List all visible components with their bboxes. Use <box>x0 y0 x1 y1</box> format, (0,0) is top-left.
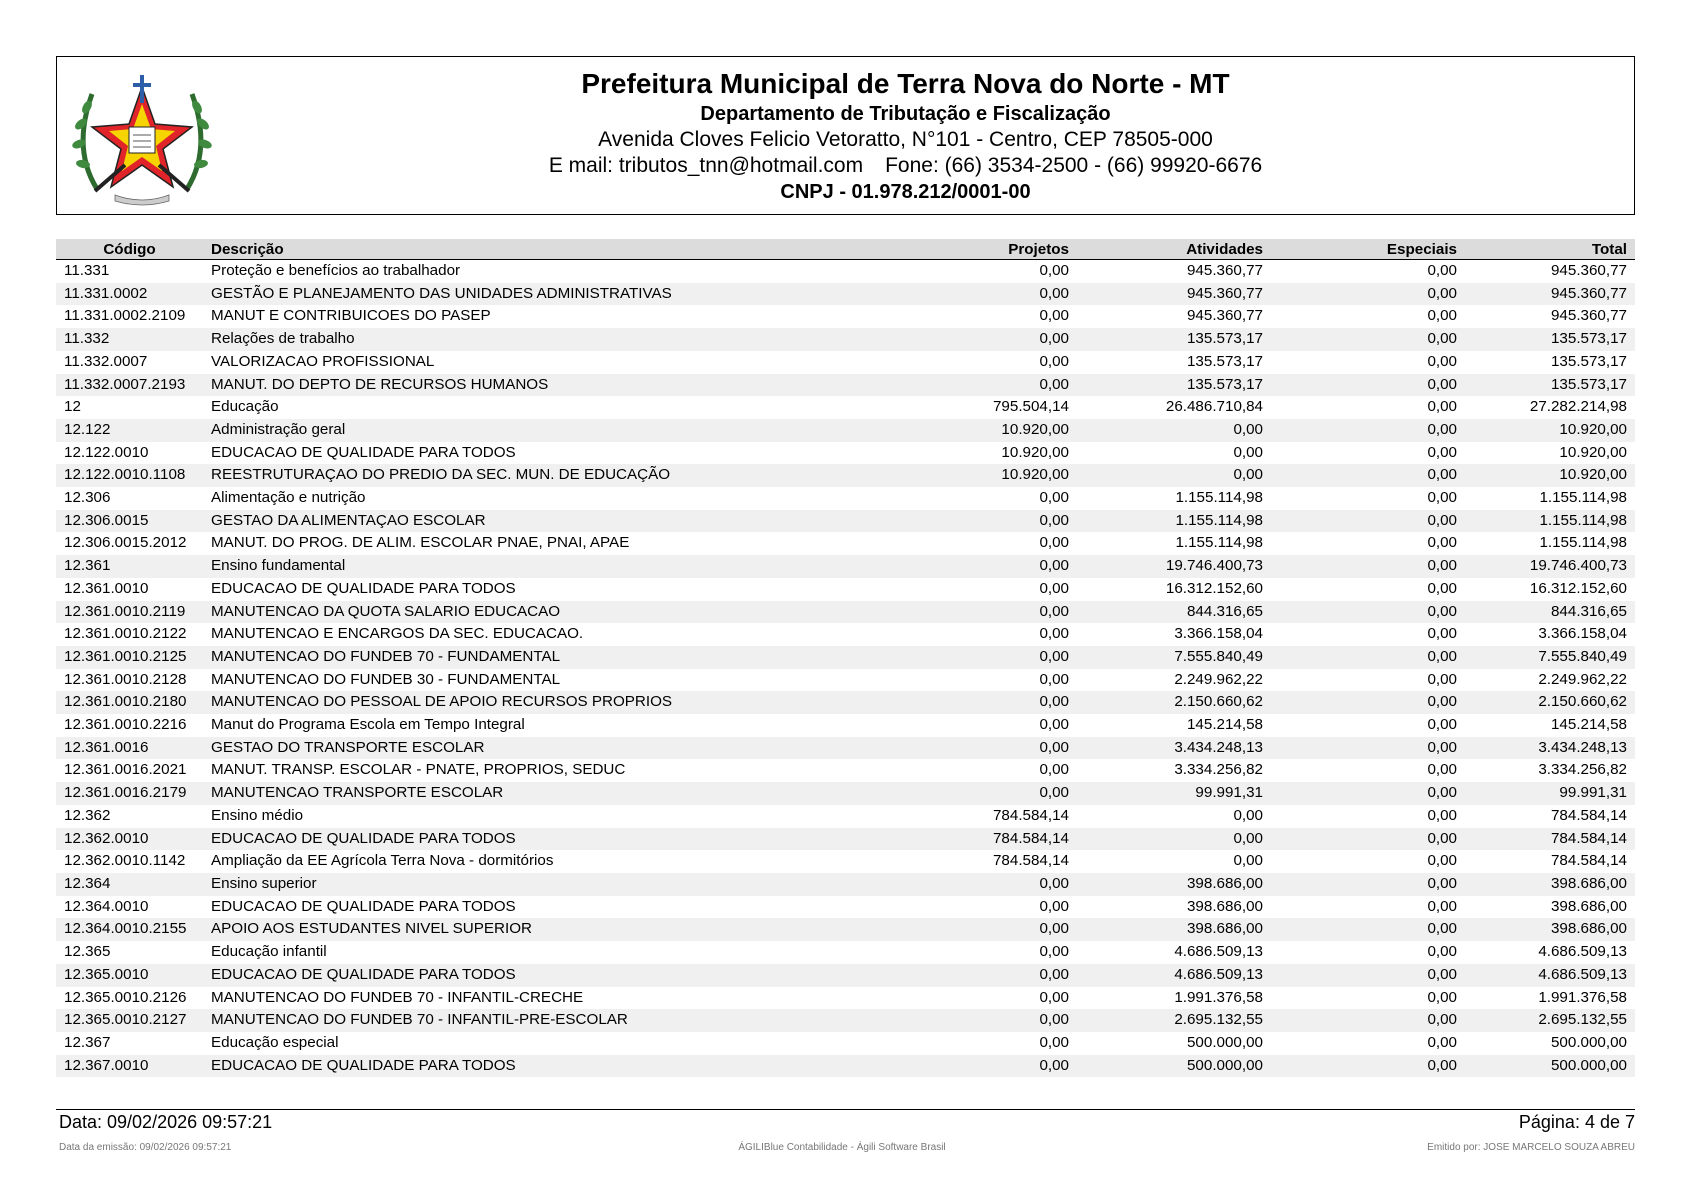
cell-atividades: 135.573,17 <box>1077 328 1271 351</box>
cell-total: 1.991.376,58 <box>1538 988 1627 1006</box>
cell-descricao: MANUT. DO DEPTO DE RECURSOS HUMANOS <box>203 374 883 397</box>
cell-descricao: MANUTENCAO DO PESSOAL DE APOIO RECURSOS PROPRIOS <box>203 691 883 714</box>
cell-atividades: 500.000,00 <box>1077 1055 1271 1078</box>
cell-descricao: APOIO AOS ESTUDANTES NIVEL SUPERIOR <box>203 918 883 941</box>
cell-especiais: 0,00 <box>1427 761 1457 779</box>
cell-descricao: EDUCACAO DE QUALIDADE PARA TODOS <box>203 828 883 851</box>
table-row <box>56 487 1635 510</box>
cell-total: 4.686.509,13 <box>1538 943 1627 961</box>
cell-total: 398.686,00 <box>1465 873 1635 896</box>
page-title: Prefeitura Municipal de Terra Nova do Norte - MT <box>581 68 1230 99</box>
cell-codigo: 12.367 <box>64 1033 111 1051</box>
cell-atividades: 398.686,00 <box>1077 873 1271 896</box>
table-row <box>56 260 1635 283</box>
cell-especiais: 0,00 <box>1427 443 1457 461</box>
cell-codigo: 12.362.0010.1142 <box>64 852 186 870</box>
cell-descricao: MANUT. TRANSP. ESCOLAR - PNATE, PROPRIOS, SEDUC <box>211 761 626 779</box>
column-header-atividades: Atividades <box>1077 239 1271 260</box>
phone-text: Fone: (66) 3534-2500 - (66) 99920-6676 <box>885 154 1263 177</box>
cell-atividades: 0,00 <box>1077 828 1271 851</box>
cell-atividades: 1.155.114,98 <box>1175 489 1263 507</box>
email-text: E mail: tributos_tnn@hotmail.com <box>548 154 864 177</box>
cell-atividades: 4.686.509,13 <box>1174 943 1263 961</box>
cell-atividades: 945.360,77 <box>1077 283 1271 306</box>
cell-codigo: 12.361.0016.2021 <box>64 761 187 779</box>
cell-descricao: Relações de trabalho <box>203 328 883 351</box>
table-body <box>56 260 1635 1078</box>
cell-total: 3.334.256,82 <box>1538 761 1627 779</box>
cell-projetos: 0,00 <box>883 555 1077 578</box>
cell-especiais: 0,00 <box>1427 852 1457 870</box>
cell-atividades: 398.686,00 <box>1077 918 1271 941</box>
cell-atividades: 135.573,17 <box>1077 374 1271 397</box>
cell-especiais: 0,00 <box>1271 1009 1465 1032</box>
cell-codigo: 12.306.0015.2012 <box>64 534 187 552</box>
cell-projetos: 0,00 <box>883 283 1077 306</box>
cell-especiais: 0,00 <box>1427 897 1457 915</box>
cell-atividades: 1.991.376,58 <box>1174 988 1263 1006</box>
cell-descricao: MANUTENCAO DO FUNDEB 70 - INFANTIL-PRE-ESCOLAR <box>203 1009 883 1032</box>
cell-total: 7.555.840,49 <box>1465 646 1635 669</box>
cell-descricao: GESTAO DA ALIMENTAÇAO ESCOLAR <box>203 510 883 533</box>
cell-especiais: 0,00 <box>1427 352 1457 370</box>
cell-descricao: Proteção e benefícios ao trabalhador <box>211 262 461 279</box>
cell-total: 16.312.152,60 <box>1529 579 1627 597</box>
cell-codigo: 12.122.0010.1108 <box>56 464 203 487</box>
cell-total: 1.155.114,98 <box>1539 534 1627 552</box>
cell-descricao: EDUCACAO DE QUALIDADE PARA TODOS <box>211 897 516 915</box>
column-header-projetos: Projetos <box>883 239 1077 260</box>
cell-codigo: 12.365 <box>64 943 111 961</box>
cell-descricao: MANUTENCAO DO FUNDEB 70 - INFANTIL-CRECHE <box>211 988 584 1006</box>
cell-descricao: MANUT. DO PROG. DE ALIM. ESCOLAR PNAE, PNAI, APAE <box>211 534 630 552</box>
table-row <box>56 918 1635 941</box>
column-header-total: Total <box>1465 239 1635 260</box>
cell-total: 500.000,00 <box>1550 1033 1627 1051</box>
budget-table <box>56 239 1635 1077</box>
cell-descricao: EDUCACAO DE QUALIDADE PARA TODOS <box>211 579 516 597</box>
cell-codigo: 11.332.0007 <box>64 352 148 370</box>
cell-total: 99.991,31 <box>1465 782 1635 805</box>
cell-atividades: 16.312.152,60 <box>1165 579 1263 597</box>
cell-atividades: 3.434.248,13 <box>1077 737 1271 760</box>
cell-especiais: 0,00 <box>1271 691 1465 714</box>
page-number: Página: 4 de 7 <box>1518 1112 1635 1132</box>
column-header-descricao: Descrição <box>203 239 883 260</box>
cell-total: 784.584,14 <box>1550 806 1627 824</box>
cell-especiais: 0,00 <box>1427 625 1457 643</box>
cell-total: 398.686,00 <box>1550 897 1627 915</box>
cell-total: 784.584,14 <box>1550 852 1627 870</box>
software-credit: ÁGILIBlue Contabilidade - Ágili Software Brasil <box>738 1142 946 1153</box>
cell-especiais: 0,00 <box>1427 716 1457 734</box>
cell-especiais: 0,00 <box>1271 828 1465 851</box>
table-row <box>56 782 1635 805</box>
cell-atividades: 0,00 <box>1077 419 1271 442</box>
cell-descricao: MANUT E CONTRIBUICOES DO PASEP <box>211 307 491 325</box>
cell-atividades: 945.360,77 <box>1186 262 1263 279</box>
emitted-by: Emitido por: JOSE MARCELO SOUZA ABREU <box>1427 1142 1635 1153</box>
cell-atividades: 1.155.114,98 <box>1175 534 1263 552</box>
cell-atividades: 7.555.840,49 <box>1077 646 1271 669</box>
cell-codigo: 12.364 <box>56 873 203 896</box>
cell-projetos: 0,00 <box>1039 988 1069 1006</box>
cell-total: 3.434.248,13 <box>1465 737 1635 760</box>
cell-atividades: 99.991,31 <box>1077 782 1271 805</box>
cell-atividades: 398.686,00 <box>1186 897 1263 915</box>
cell-projetos: 0,00 <box>1039 943 1069 961</box>
cell-codigo: 11.331.0002.2109 <box>64 307 186 325</box>
cell-especiais: 0,00 <box>1271 374 1465 397</box>
cell-atividades: 3.334.256,82 <box>1174 761 1263 779</box>
cell-projetos: 0,00 <box>1039 1033 1069 1051</box>
contact-line <box>177 153 1634 179</box>
cell-descricao: MANUTENCAO E ENCARGOS DA SEC. EDUCACAO. <box>211 625 584 643</box>
cell-atividades: 2.695.132,55 <box>1077 1009 1271 1032</box>
table-row <box>56 987 1635 1010</box>
cell-descricao: Ensino médio <box>211 806 304 824</box>
cell-total: 844.316,65 <box>1465 601 1635 624</box>
table-row <box>56 964 1635 987</box>
cell-total: 145.214,58 <box>1550 716 1627 734</box>
cell-codigo: 12.361.0010.2119 <box>56 601 203 624</box>
table-row <box>56 578 1635 601</box>
cell-atividades: 19.746.400,73 <box>1077 555 1271 578</box>
cell-total: 135.573,17 <box>1465 374 1635 397</box>
cell-atividades: 0,00 <box>1233 443 1263 461</box>
cell-projetos: 0,00 <box>883 1009 1077 1032</box>
cell-total: 3.366.158,04 <box>1538 625 1627 643</box>
cell-total: 945.360,77 <box>1465 283 1635 306</box>
cell-total: 2.249.962,22 <box>1538 670 1627 688</box>
table-row <box>56 283 1635 306</box>
cell-codigo: 12.361.0010.2128 <box>64 670 187 688</box>
cell-total: 27.282.214,98 <box>1529 398 1627 416</box>
table-row <box>56 305 1635 328</box>
cell-descricao: EDUCACAO DE QUALIDADE PARA TODOS <box>203 1055 883 1078</box>
cell-codigo: 12.361.0010.2125 <box>56 646 203 669</box>
cell-codigo: 11.332.0007.2193 <box>56 374 203 397</box>
table-row <box>56 714 1635 737</box>
cell-total: 19.746.400,73 <box>1465 555 1635 578</box>
cell-descricao: MANUTENCAO DO FUNDEB 30 - FUNDAMENTAL <box>211 670 561 688</box>
cell-especiais: 0,00 <box>1427 579 1457 597</box>
cell-especiais: 0,00 <box>1427 670 1457 688</box>
cell-codigo: 12.306.0015 <box>56 510 203 533</box>
cell-descricao: REESTRUTURAÇAO DO PREDIO DA SEC. MUN. DE EDUCAÇÃO <box>203 464 883 487</box>
table-row <box>56 396 1635 419</box>
table-row <box>56 532 1635 555</box>
cell-codigo: 12.364.0010.2155 <box>56 918 203 941</box>
cell-especiais: 0,00 <box>1427 988 1457 1006</box>
cell-projetos: 0,00 <box>1039 489 1069 507</box>
cell-descricao: VALORIZACAO PROFISSIONAL <box>211 352 435 370</box>
emission-date: Data da emissão: 09/02/2026 09:57:21 <box>59 1142 232 1153</box>
cell-especiais: 0,00 <box>1271 873 1465 896</box>
cell-projetos: 0,00 <box>883 374 1077 397</box>
cell-atividades: 0,00 <box>1233 852 1263 870</box>
table-row <box>56 850 1635 873</box>
cell-especiais: 0,00 <box>1271 464 1465 487</box>
cell-projetos: 0,00 <box>1039 262 1069 279</box>
table-row <box>56 759 1635 782</box>
cell-descricao: Educação <box>211 398 279 416</box>
cell-total: 135.573,17 <box>1550 352 1627 370</box>
cell-atividades: 2.249.962,22 <box>1174 670 1263 688</box>
cell-descricao: Educação especial <box>211 1033 339 1051</box>
table-row <box>56 828 1635 851</box>
header-text-block <box>57 67 1634 205</box>
table-row <box>56 941 1635 964</box>
table-row <box>56 646 1635 669</box>
cell-projetos: 0,00 <box>1039 625 1069 643</box>
cell-projetos: 784.584,14 <box>883 828 1077 851</box>
cell-atividades: 145.214,58 <box>1186 716 1263 734</box>
cell-projetos: 0,00 <box>883 782 1077 805</box>
cell-projetos: 10.920,00 <box>883 464 1077 487</box>
cell-atividades: 500.000,00 <box>1186 1033 1263 1051</box>
cell-total: 2.695.132,55 <box>1465 1009 1635 1032</box>
cell-total: 945.360,77 <box>1550 307 1627 325</box>
cell-projetos: 0,00 <box>1039 716 1069 734</box>
table-row <box>56 328 1635 351</box>
cell-codigo: 12.361 <box>56 555 203 578</box>
cell-total: 10.920,00 <box>1559 443 1627 461</box>
cell-descricao: Administração geral <box>203 419 883 442</box>
table-row <box>56 601 1635 624</box>
footer-divider <box>56 1109 1635 1110</box>
cell-especiais: 0,00 <box>1427 1033 1457 1051</box>
table-row <box>56 737 1635 760</box>
cell-codigo: 12.365.0010.2126 <box>64 988 187 1006</box>
cell-total: 398.686,00 <box>1465 918 1635 941</box>
cell-especiais: 0,00 <box>1427 489 1457 507</box>
cell-total: 135.573,17 <box>1465 328 1635 351</box>
table-row <box>56 1009 1635 1032</box>
cell-atividades: 135.573,17 <box>1186 352 1263 370</box>
cell-descricao: Alimentação e nutrição <box>211 489 366 507</box>
cell-especiais: 0,00 <box>1271 419 1465 442</box>
cell-atividades: 0,00 <box>1077 464 1271 487</box>
cell-descricao: Ensino fundamental <box>203 555 883 578</box>
table-row <box>56 555 1635 578</box>
cell-codigo: 12.365.0010.2127 <box>56 1009 203 1032</box>
cell-atividades: 945.360,77 <box>1186 307 1263 325</box>
table-row <box>56 374 1635 397</box>
cell-descricao: GESTÃO E PLANEJAMENTO DAS UNIDADES ADMINISTRATIVAS <box>203 283 883 306</box>
cell-codigo: 11.332 <box>56 328 203 351</box>
cell-especiais: 0,00 <box>1271 1055 1465 1078</box>
cell-atividades: 2.150.660,62 <box>1077 691 1271 714</box>
report-header <box>56 56 1635 215</box>
cell-especiais: 0,00 <box>1271 328 1465 351</box>
cell-projetos: 0,00 <box>1039 352 1069 370</box>
cell-projetos: 0,00 <box>1039 579 1069 597</box>
cell-atividades: 0,00 <box>1233 806 1263 824</box>
table-row <box>56 442 1635 465</box>
cell-descricao: EDUCACAO DE QUALIDADE PARA TODOS <box>203 964 883 987</box>
table-row <box>56 896 1635 919</box>
cell-codigo: 12.361.0010.2216 <box>64 716 187 734</box>
table-row <box>56 691 1635 714</box>
cnpj-line: CNPJ - 01.978.212/0001-00 <box>780 181 1031 203</box>
cell-especiais: 0,00 <box>1271 601 1465 624</box>
cell-especiais: 0,00 <box>1427 806 1457 824</box>
budget-table-container <box>56 239 1635 1077</box>
table-row <box>56 510 1635 533</box>
cell-total: 500.000,00 <box>1465 1055 1635 1078</box>
cell-especiais: 0,00 <box>1427 534 1457 552</box>
column-header-codigo: Código <box>56 239 203 260</box>
cell-descricao: MANUTENCAO DA QUOTA SALARIO EDUCACAO <box>203 601 883 624</box>
cell-codigo: 11.331 <box>64 262 110 279</box>
cell-codigo: 12 <box>64 398 81 416</box>
cell-especiais: 0,00 <box>1271 782 1465 805</box>
table-row <box>56 805 1635 828</box>
cell-projetos: 0,00 <box>883 918 1077 941</box>
cell-codigo: 12.361.0016 <box>56 737 203 760</box>
cell-projetos: 10.920,00 <box>883 419 1077 442</box>
cell-especiais: 0,00 <box>1427 307 1457 325</box>
cell-especiais: 0,00 <box>1427 943 1457 961</box>
cell-projetos: 0,00 <box>883 964 1077 987</box>
cell-projetos: 795.504,14 <box>992 398 1069 416</box>
cell-codigo: 12.362.0010 <box>56 828 203 851</box>
cell-total: 1.155.114,98 <box>1539 489 1627 507</box>
table-row <box>56 464 1635 487</box>
cell-codigo: 12.362 <box>64 806 111 824</box>
cell-codigo: 12.364.0010 <box>64 897 149 915</box>
cell-especiais: 0,00 <box>1271 646 1465 669</box>
cell-total: 4.686.509,13 <box>1465 964 1635 987</box>
cell-especiais: 0,00 <box>1271 555 1465 578</box>
cell-codigo: 12.361.0010 <box>64 579 149 597</box>
cell-total: 784.584,14 <box>1465 828 1635 851</box>
cell-total: 1.155.114,98 <box>1465 510 1635 533</box>
cell-codigo: 12.361.0016.2179 <box>56 782 203 805</box>
cell-projetos: 0,00 <box>1039 670 1069 688</box>
cell-especiais: 0,00 <box>1271 918 1465 941</box>
cell-projetos: 0,00 <box>1039 897 1069 915</box>
cell-projetos: 0,00 <box>883 510 1077 533</box>
cell-total: 10.920,00 <box>1465 464 1635 487</box>
cell-descricao: Ensino superior <box>203 873 883 896</box>
footer-date: Data: 09/02/2026 09:57:21 <box>59 1112 273 1132</box>
cell-descricao: EDUCACAO DE QUALIDADE PARA TODOS <box>211 443 516 461</box>
department-name: Departamento de Tributação e Fiscalização <box>700 103 1111 125</box>
cell-descricao: GESTAO DO TRANSPORTE ESCOLAR <box>203 737 883 760</box>
cell-especiais: 0,00 <box>1271 964 1465 987</box>
cell-codigo: 12.367.0010 <box>56 1055 203 1078</box>
cell-projetos: 0,00 <box>883 1055 1077 1078</box>
cell-especiais: 0,00 <box>1271 283 1465 306</box>
cell-projetos: 0,00 <box>883 646 1077 669</box>
cell-especiais: 0,00 <box>1271 737 1465 760</box>
cell-atividades: 4.686.509,13 <box>1077 964 1271 987</box>
cell-codigo: 12.306 <box>64 489 111 507</box>
table-header <box>56 239 1635 260</box>
cell-codigo: 12.122 <box>56 419 203 442</box>
table-row <box>56 1055 1635 1078</box>
cell-total: 10.920,00 <box>1465 419 1635 442</box>
cell-projetos: 0,00 <box>1039 307 1069 325</box>
table-row <box>56 669 1635 692</box>
column-header-especiais: Especiais <box>1271 239 1465 260</box>
cell-descricao: Manut do Programa Escola em Tempo Integral <box>211 716 525 734</box>
cell-codigo: 11.331.0002 <box>56 283 203 306</box>
cell-codigo: 12.361.0010.2122 <box>64 625 187 643</box>
table-row <box>56 1032 1635 1055</box>
cell-codigo: 12.365.0010 <box>56 964 203 987</box>
cell-projetos: 0,00 <box>883 873 1077 896</box>
cell-projetos: 0,00 <box>1039 534 1069 552</box>
cell-projetos: 0,00 <box>883 737 1077 760</box>
cell-especiais: 0,00 <box>1427 398 1457 416</box>
cell-atividades: 844.316,65 <box>1077 601 1271 624</box>
cell-codigo: 12.361.0010.2180 <box>56 691 203 714</box>
cell-projetos: 0,00 <box>883 691 1077 714</box>
cell-atividades: 26.486.710,84 <box>1165 398 1263 416</box>
cell-descricao: Ampliação da EE Agrícola Terra Nova - dormitórios <box>211 852 554 870</box>
cell-projetos: 784.584,14 <box>992 852 1069 870</box>
cell-atividades: 3.366.158,04 <box>1174 625 1263 643</box>
cell-total: 2.150.660,62 <box>1465 691 1635 714</box>
cell-projetos: 0,00 <box>883 328 1077 351</box>
table-row <box>56 623 1635 646</box>
cell-atividades: 1.155.114,98 <box>1077 510 1271 533</box>
cell-descricao: Educação infantil <box>211 943 327 961</box>
cell-codigo: 12.122.0010 <box>64 443 149 461</box>
cell-projetos: 784.584,14 <box>992 806 1069 824</box>
cell-descricao: MANUTENCAO TRANSPORTE ESCOLAR <box>203 782 883 805</box>
cell-especiais: 0,00 <box>1427 262 1457 279</box>
cell-projetos: 0,00 <box>883 601 1077 624</box>
table-row <box>56 873 1635 896</box>
address-line: Avenida Cloves Felicio Vetoratto, N°101 - Centro, CEP 78505-000 <box>598 128 1213 151</box>
cell-projetos: 10.920,00 <box>1001 443 1069 461</box>
cell-descricao: MANUTENCAO DO FUNDEB 70 - FUNDAMENTAL <box>203 646 883 669</box>
table-row <box>56 419 1635 442</box>
cell-total: 945.360,77 <box>1550 262 1627 279</box>
cell-especiais: 0,00 <box>1271 510 1465 533</box>
cell-projetos: 0,00 <box>1039 761 1069 779</box>
table-row <box>56 351 1635 374</box>
